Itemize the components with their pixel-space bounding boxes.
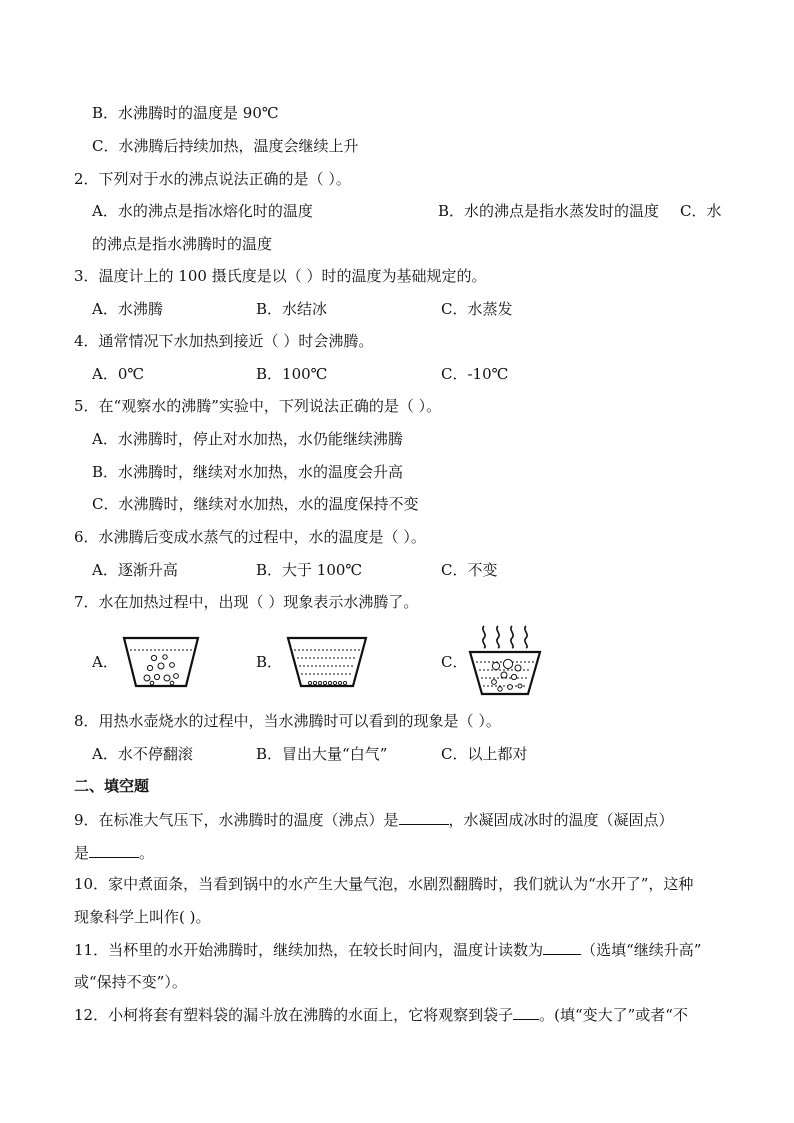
section-title-fill-in: 二、填空题 bbox=[74, 777, 150, 795]
q7-option-c-label: C． bbox=[441, 653, 468, 671]
q3-option-b: B．水结冰 bbox=[256, 300, 328, 318]
q2-option-c-continued: 的沸点是指水沸腾时的温度 bbox=[92, 235, 273, 253]
q9-text-3: 是 bbox=[74, 844, 90, 862]
q5-option-b: B．水沸腾时，继续对水加热，水的温度会升高 bbox=[92, 463, 404, 481]
q6-stem: 6．水沸腾后变成水蒸气的过程中，水的温度是（ ）。 bbox=[74, 528, 426, 546]
q3-option-c: C．水蒸发 bbox=[441, 300, 513, 318]
beaker-no-bubbles-icon bbox=[284, 630, 370, 690]
q3-option-a: A．水沸腾 bbox=[92, 300, 163, 318]
q11-line-1 bbox=[74, 939, 701, 960]
q11-text-2: （选填“继续升高” bbox=[581, 941, 702, 959]
q4-option-b: B．100℃ bbox=[256, 365, 328, 383]
q4-option-a: A．0℃ bbox=[92, 365, 145, 383]
q2-option-b: B．水的沸点是指水蒸发时的温度 bbox=[438, 202, 660, 220]
q10-line-1: 10．家中煮面条，当看到锅中的水产生大量气泡，水剧烈翻腾时，我们就认为“水开了”，这种 bbox=[74, 875, 694, 893]
q12-line-1 bbox=[74, 1004, 688, 1025]
q9-text-1: 9．在标准大气压下，水沸腾时的温度（沸点）是 bbox=[74, 811, 399, 829]
q9-text-4: 。 bbox=[139, 844, 155, 862]
q7-option-b-label: B． bbox=[256, 653, 283, 671]
q2-option-c: C．水 bbox=[680, 202, 722, 220]
q11-text-1: 11．当杯里的水开始沸腾时，继续加热，在较长时间内，温度计读数为 bbox=[74, 941, 544, 959]
q8-option-c: C．以上都对 bbox=[441, 745, 528, 763]
q1-option-b: B．水沸腾时的温度是 90℃ bbox=[92, 104, 279, 122]
q5-option-a: A．水沸腾时，停止对水加热，水仍能继续沸腾 bbox=[92, 430, 403, 448]
q12-blank[interactable] bbox=[513, 1004, 539, 1020]
q7-stem: 7．水在加热过程中，出现（ ）现象表示水沸腾了。 bbox=[74, 593, 419, 611]
q12-text-1: 12．小柯将套有塑料袋的漏斗放在沸腾的水面上，它将观察到袋子 bbox=[74, 1006, 514, 1024]
q2-stem: 2．下列对于水的沸点说法正确的是（ ）。 bbox=[74, 170, 351, 188]
q9-line-1 bbox=[74, 809, 674, 830]
q4-stem: 4．通常情况下水加热到接近（ ）时会沸腾。 bbox=[74, 332, 374, 350]
q6-option-b: B．大于 100℃ bbox=[256, 561, 363, 579]
q7-option-a-label: A． bbox=[92, 653, 118, 671]
q12-text-2: 。(填“变大了”或者“不 bbox=[539, 1006, 688, 1024]
q5-stem: 5．在“观察水的沸腾”实验中，下列说法正确的是（ ）。 bbox=[74, 397, 442, 415]
q8-option-b: B．冒出大量“白气” bbox=[256, 745, 388, 763]
q11-line-2: 或“保持不变”）。 bbox=[74, 973, 187, 991]
q9-line-2 bbox=[74, 842, 154, 863]
beaker-small-bubbles-icon bbox=[120, 630, 202, 690]
q2-option-a: A．水的沸点是指冰熔化时的温度 bbox=[92, 202, 313, 220]
q11-blank[interactable] bbox=[543, 939, 581, 955]
q6-option-c: C．不变 bbox=[441, 561, 498, 579]
q4-option-c: C．-10℃ bbox=[441, 365, 509, 383]
q5-option-c: C．水沸腾时，继续对水加热，水的温度保持不变 bbox=[92, 495, 419, 513]
q9-blank-freezing-point[interactable] bbox=[89, 842, 139, 858]
q9-text-2: ，水凝固成冰时的温度（凝固点） bbox=[448, 811, 674, 829]
q3-stem: 3．温度计上的 100 摄氏度是以（ ）时的温度为基础规定的。 bbox=[74, 267, 487, 285]
q6-option-a: A．逐渐升高 bbox=[92, 561, 178, 579]
q8-option-a: A．水不停翻滚 bbox=[92, 745, 193, 763]
q8-stem: 8．用热水壶烧水的过程中，当水沸腾时可以看到的现象是（ ）。 bbox=[74, 712, 501, 730]
q10-line-2: 现象科学上叫作( )。 bbox=[74, 908, 211, 926]
q9-blank-boiling-point[interactable] bbox=[399, 809, 449, 825]
beaker-boiling-steam-icon bbox=[466, 624, 544, 696]
q1-option-c: C．水沸腾后持续加热，温度会继续上升 bbox=[92, 137, 359, 155]
